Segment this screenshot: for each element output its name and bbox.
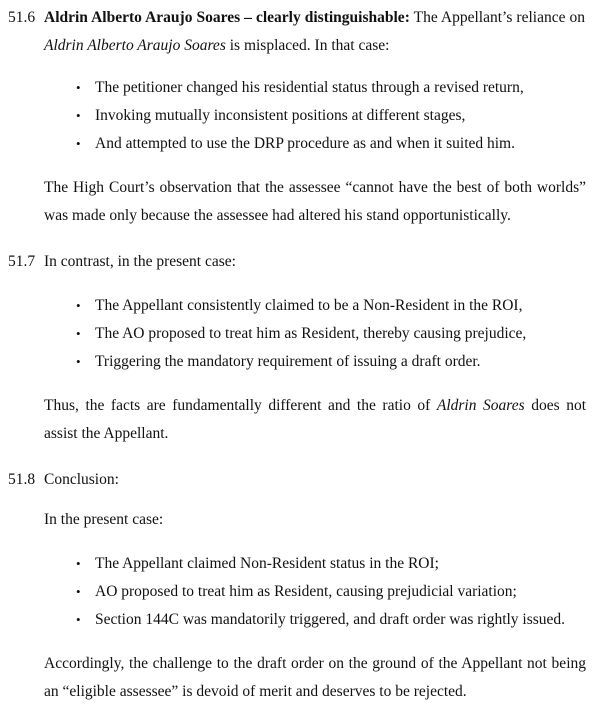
clause-51-6-bold-case-name: Aldrin Alberto Araujo Soares – clearly distinguishable: [44, 9, 410, 26]
bullet-dot-icon: • [76, 326, 81, 341]
spacer-before-51-6-bullets [0, 60, 600, 74]
spacer-before-51-7-closing [0, 376, 600, 392]
clause-51-6-closing-paragraph: The High Court’s observation that the assessee “cannot have the best of both worlds” was made only because the assessee had altered his stand opportunistically. [44, 179, 586, 224]
list-item [0, 606, 600, 634]
list-item-text: The petitioner changed his residential status through a revised return, [95, 79, 524, 96]
clause-51-7 [0, 248, 600, 276]
clause-51-7-closing-before-italic: Thus, the facts are fundamentally different and the ratio of [44, 397, 437, 414]
bullet-dot-icon: • [76, 354, 81, 369]
list-item-text: Section 144C was mandatorily triggered, and draft order was rightly issued. [95, 611, 566, 628]
bullet-dot-icon: • [76, 584, 81, 599]
list-item-text: Triggering the mandatory requirement of issuing a draft order. [95, 353, 481, 370]
clause-51-7-closing-paragraph [0, 392, 600, 448]
bullet-dot-icon: • [76, 612, 81, 627]
clause-51-7-bullet-list [0, 292, 600, 376]
clause-51-6-lead-tail: is misplaced. In that case: [225, 37, 390, 54]
clause-51-7-closing-after-italic: does not assist the Appellant. [44, 397, 586, 442]
clause-number-51-6: 51.6 [8, 9, 36, 26]
list-item-text: The Appellant claimed Non-Resident status in the ROI; [95, 555, 439, 572]
clause-51-6-lead-paragraph [44, 4, 585, 60]
list-item-text: The AO proposed to treat him as Resident, thereby causing prejudice, [95, 325, 527, 342]
spacer-before-51-8 [0, 448, 600, 466]
list-item [0, 74, 600, 102]
list-item-text: Invoking mutually inconsistent positions at different stages, [95, 107, 466, 124]
bullet-dot-icon: • [76, 136, 81, 151]
spacer-before-51-8-sublead [0, 494, 600, 506]
clause-51-6-lead-after-bold: The Appellant’s reliance on [409, 9, 586, 26]
list-item-text: The Appellant consistently claimed to be a Non-Resident in the ROI, [95, 297, 523, 314]
spacer-before-51-8-bullets [0, 534, 600, 550]
bullet-dot-icon: • [76, 298, 81, 313]
clause-51-8-closing-paragraph: Accordingly, the challenge to the draft order on the ground of the Appellant not being an “eligible assessee” is devoid of merit and deserves to be rejected. [44, 655, 586, 700]
list-item-text: And attempted to use the DRP procedure as and when it suited him. [95, 135, 515, 152]
list-item [0, 292, 600, 320]
list-item [0, 130, 600, 158]
clause-51-8-bullet-list [0, 550, 600, 634]
spacer-before-51-6-closing [0, 158, 600, 174]
clause-51-6 [0, 4, 600, 60]
bullet-dot-icon: • [76, 108, 81, 123]
clause-51-8-lead-paragraph: Conclusion: [44, 471, 119, 488]
spacer-before-51-7-bullets [0, 276, 600, 292]
clause-51-8 [0, 466, 600, 494]
clause-51-8-sub-lead-paragraph: In the present case: [44, 511, 164, 528]
list-item [0, 320, 600, 348]
bullet-dot-icon: • [76, 80, 81, 95]
bullet-dot-icon: • [76, 556, 81, 571]
list-item [0, 102, 600, 130]
clause-number-51-8: 51.8 [8, 471, 36, 488]
list-item [0, 348, 600, 376]
list-item-text: AO proposed to treat him as Resident, causing prejudicial variation; [95, 583, 517, 600]
spacer-before-51-8-closing [0, 634, 600, 650]
spacer-before-51-7 [0, 230, 600, 248]
clause-51-6-italic-case-citation: Aldrin Alberto Araujo Soares [44, 37, 226, 54]
list-item [0, 578, 600, 606]
clause-51-7-italic-case-citation: Aldrin Soares [436, 397, 525, 414]
clause-number-51-7: 51.7 [8, 253, 36, 270]
clause-51-7-lead-paragraph: In contrast, in the present case: [44, 253, 236, 270]
clause-51-6-bullet-list [0, 74, 600, 158]
list-item [0, 550, 600, 578]
